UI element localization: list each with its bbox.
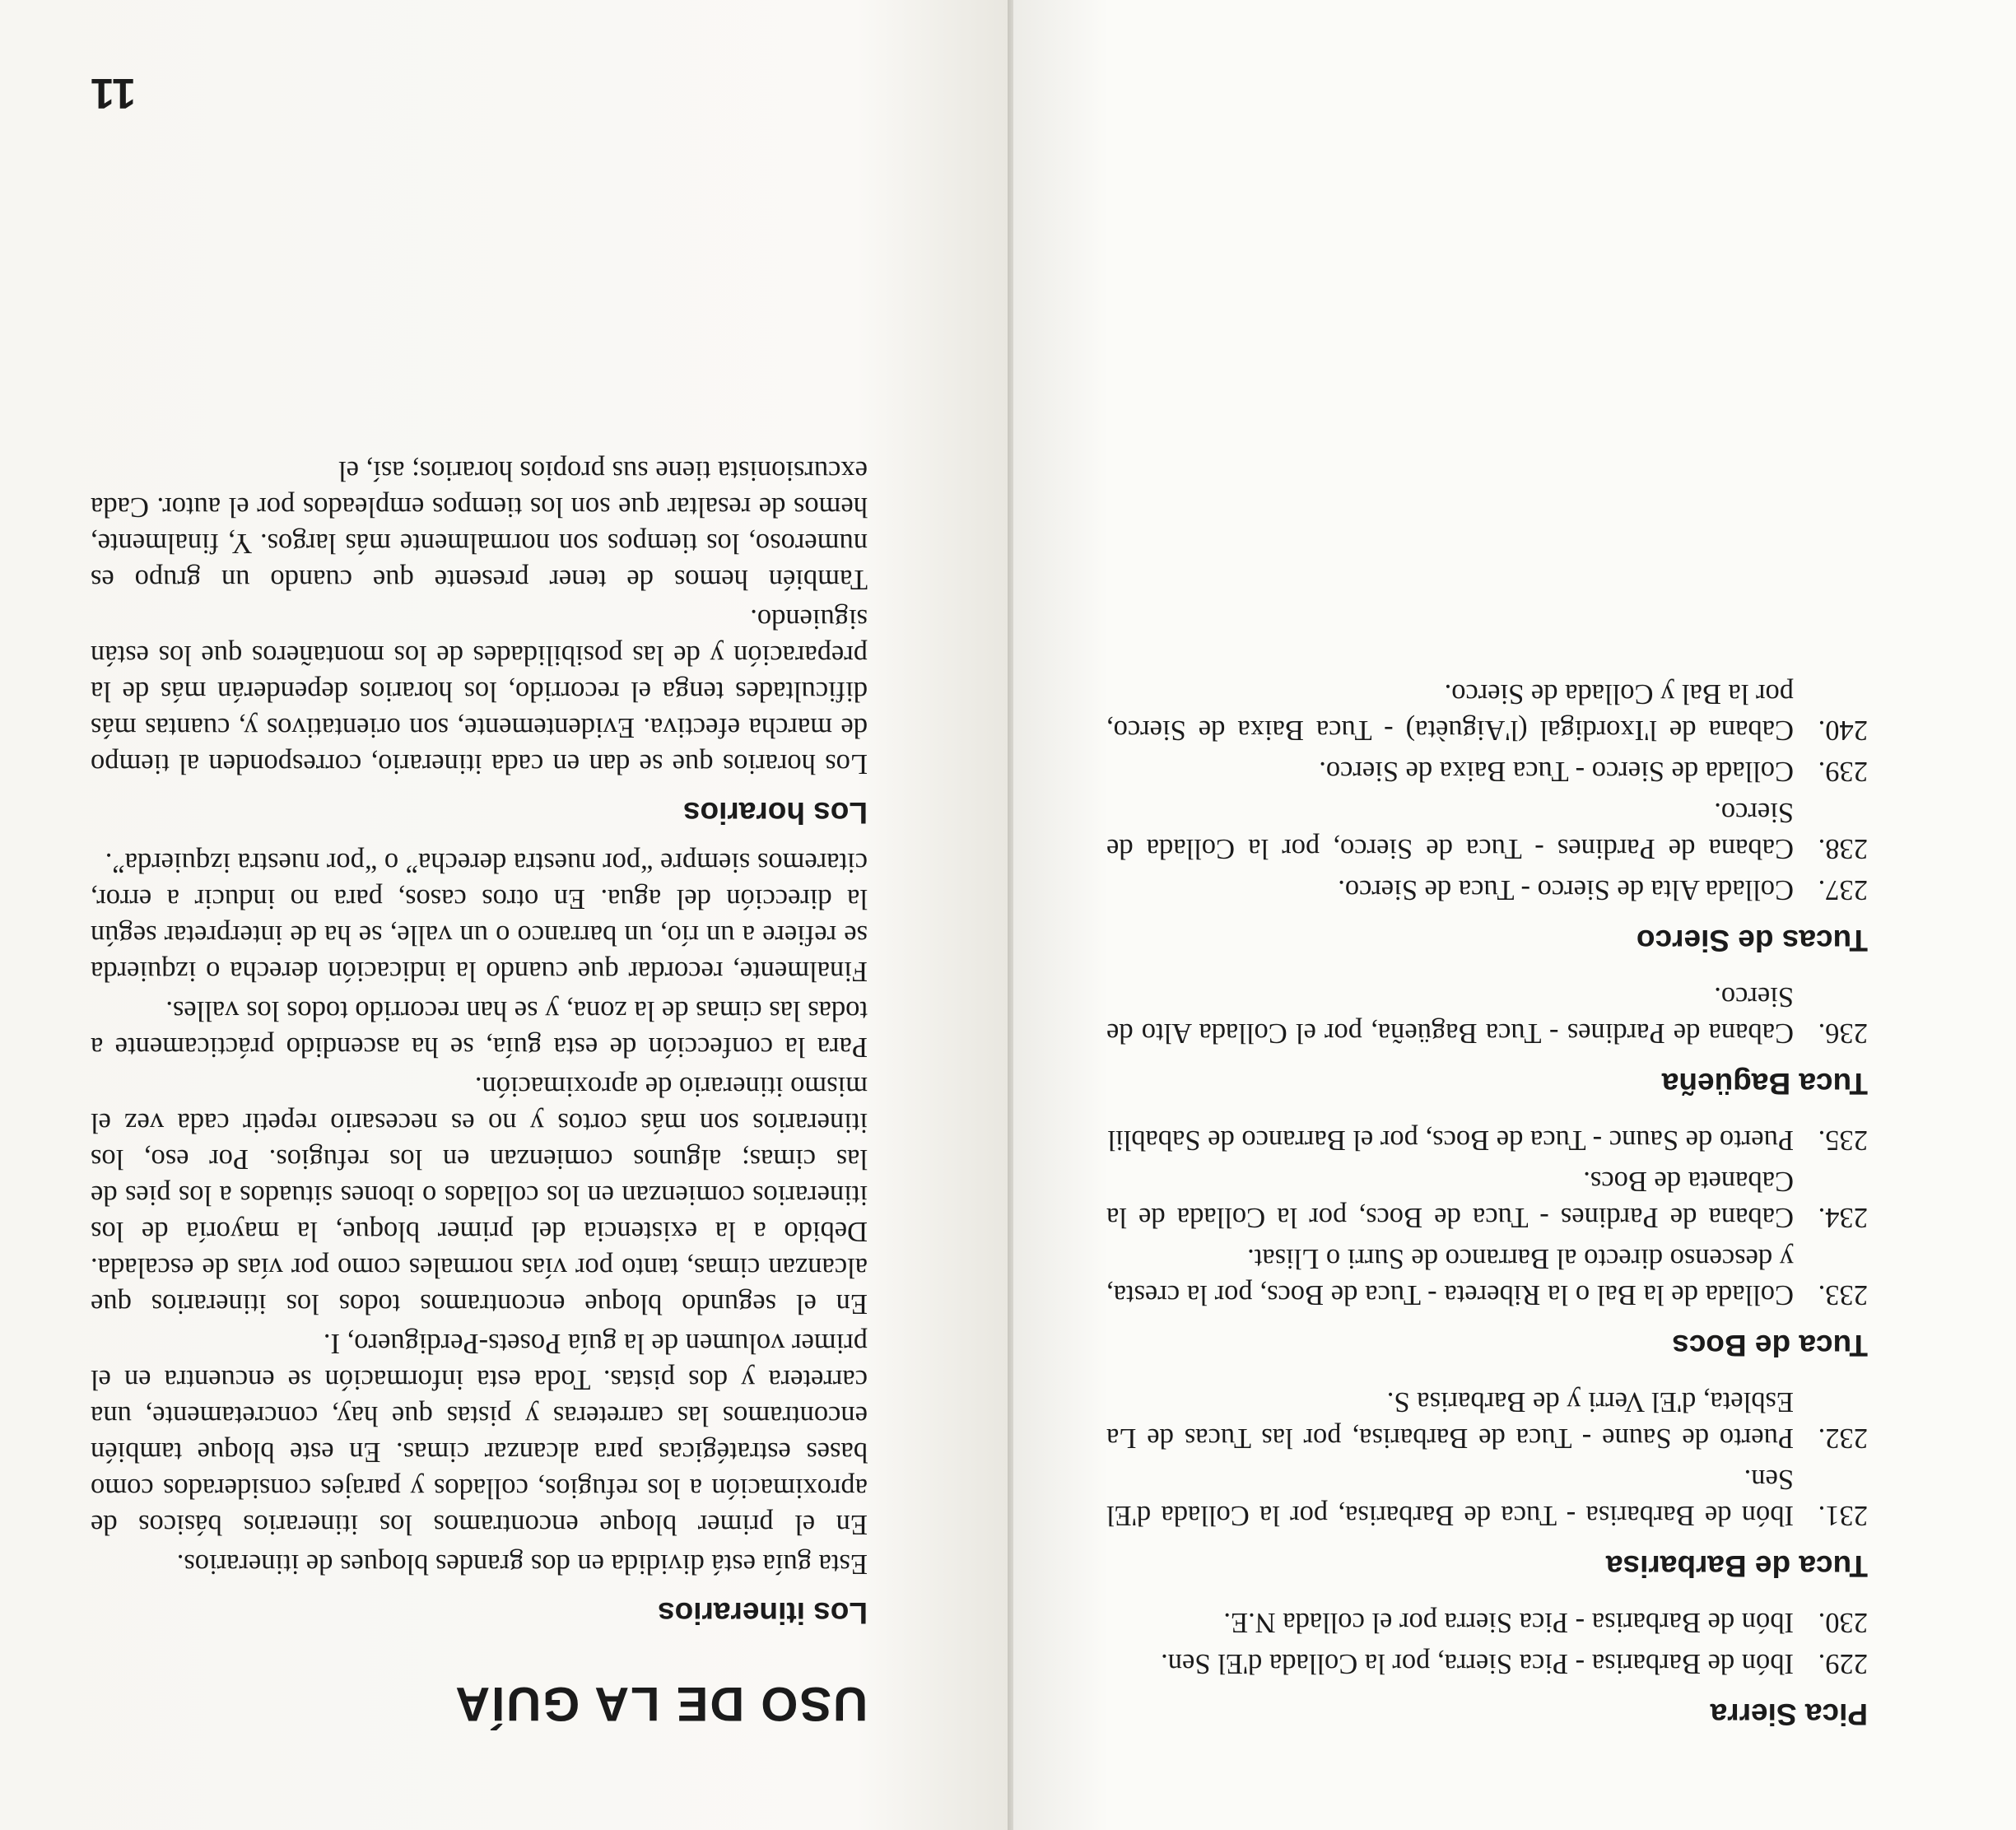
page-title: USO DE LA GUÍA bbox=[454, 1677, 868, 1730]
paragraph: Los horarios que se dan en cada itinerario, corresponden al tiempo de marcha efectiva. Evidentemente, son orientativos y, cuantas más dificultades tenga el recorrido, los horarios dependerán más de la preparación y de las posibilidades de los montañeros que los están siguiendo. bbox=[91, 603, 868, 780]
route-group-tuca-de-bocs bbox=[1106, 1122, 1868, 1362]
route-number: 238. bbox=[1818, 833, 1868, 864]
route-text: Ibón de Barbarisa - Pica Sierra por el collada N.E. bbox=[1223, 1607, 1794, 1638]
paragraph: Esta guía está dividida en dos grandes bloques de itinerarios. bbox=[176, 1548, 868, 1580]
route-entry bbox=[1106, 794, 1868, 867]
route-group-tuca-de-barbarisa bbox=[1106, 1384, 1868, 1583]
route-entry bbox=[1106, 753, 1868, 789]
paragraph: También hemos de tener presente que cuando un grupo es numeroso, los tiempos son normalmente más largos. Y, finalmente, hemos de resaltar que son los tiempos empleados por el autor. Cada excursionista tiene sus propios horarios; así, el bbox=[91, 455, 868, 595]
route-text: Puerto de Saune - Tuca de Barbarisa, por las Tucas de La Esbleta, d'El Verri y de Barbarisa S. bbox=[1106, 1386, 1794, 1454]
route-group-tucas-de-sierco bbox=[1106, 676, 1868, 957]
route-text: Cabana de Pardines - Tuca de Bocs, por la Collada de la Cabaneta de Bocs. bbox=[1106, 1166, 1794, 1233]
route-text: Collada de Sierco - Tuca Baixa de Sierco. bbox=[1319, 756, 1794, 787]
route-entry bbox=[1106, 676, 1868, 748]
route-entry bbox=[1106, 1461, 1868, 1534]
paragraph: En el primer bloque encontramos los itinerarios básicos de aproximación a los refugios, collados y parajes considerados como bases estratégicas para alcanzar cimas. En este bloque también encontramos las carreteras y pistas que hay, concretamente, una carretera y dos pistas. Toda esta información se encuentra en el primer volumen de la guía Posets-Perdiguero, I. bbox=[91, 1328, 868, 1540]
route-number: 240. bbox=[1818, 715, 1868, 746]
route-group-heading: Pica Sierra bbox=[1710, 1697, 1868, 1731]
route-entry bbox=[1106, 872, 1868, 908]
route-number: 237. bbox=[1818, 874, 1868, 906]
route-number: 230. bbox=[1818, 1607, 1868, 1638]
route-number: 231. bbox=[1818, 1500, 1868, 1531]
route-entry bbox=[1106, 1163, 1868, 1236]
route-text: Puerto de Saunc - Tuca de Bocs, por el Barranco de Sabablil bbox=[1107, 1125, 1794, 1156]
route-group-heading: Tucas de Sierco bbox=[1636, 924, 1868, 957]
section-heading-itinerarios: Los itinerarios bbox=[658, 1596, 868, 1630]
route-text: Ibón de Barbarisa - Tuca de Barbarisa, por la Collada d'El Sen. bbox=[1106, 1464, 1794, 1531]
route-text: Cabana de Pardines - Tuca de Sierco, por la Collada de Sierco. bbox=[1106, 797, 1794, 864]
paragraph: En el segundo bloque encontramos todos los itinerarios que alcanzan cimas, tanto por vías normales como por vías de escalada. Debido a la existencia del primer bloque, la mayoría de los itinerarios comienzan en los collados o ibones situados a los pies de las cimas; algunos comienzan en los refugios. Por eso, los itinerarios son más cortos y no es necesario repetir cada vez el mismo itinerario de aproximación. bbox=[91, 1071, 868, 1320]
route-number: 229. bbox=[1818, 1648, 1868, 1679]
page-number: 11 bbox=[91, 69, 136, 117]
route-text: Ibón de Barbarisa - Pica Sierra, por la Collada d'El Sen. bbox=[1161, 1648, 1794, 1679]
route-group-tuca-baguena bbox=[1106, 979, 1868, 1101]
route-entry bbox=[1106, 1241, 1868, 1313]
route-text: Collada de la Bal o la Ribereta - Tuca de Bocs, por la cresta, y descenso directo al Barranco de Surri o Llisat. bbox=[1106, 1243, 1794, 1311]
route-entry bbox=[1106, 979, 1868, 1051]
route-text: Cabana de Pardines - Tuca Bagüeña, por el Collada Alto de Sierco. bbox=[1106, 981, 1794, 1049]
section-heading-horarios: Los horarios bbox=[682, 796, 868, 830]
route-number: 239. bbox=[1818, 756, 1868, 787]
route-entry bbox=[1106, 1122, 1868, 1158]
paragraph: Finalmente, recordar que cuando la indicación derecha o izquierda se refiere a un río, un barranco o un valle, se ha de interpretar según la dirección del agua. En otros casos, para no inducir a error, citaremos siempre “por nuestra derecha” o “por nuestra izquierda”. bbox=[91, 847, 868, 987]
route-number: 234. bbox=[1818, 1202, 1868, 1233]
route-number: 236. bbox=[1818, 1017, 1868, 1049]
route-entry bbox=[1106, 1646, 1868, 1682]
route-text: Collada Alta de Sierco - Tuca de Sierco. bbox=[1338, 874, 1794, 906]
route-group-heading: Tuca de Barbarisa bbox=[1605, 1549, 1868, 1583]
route-number: 235. bbox=[1818, 1125, 1868, 1156]
paragraph: Para la confección de esta guía, se ha ascendido prácticamente a todas las cimas de la zona, y se han recorrido todos los valles. bbox=[91, 995, 868, 1063]
route-number: 232. bbox=[1818, 1423, 1868, 1454]
route-group-heading: Tuca Bagüeña bbox=[1661, 1067, 1868, 1101]
route-entry bbox=[1106, 1384, 1868, 1456]
route-number: 233. bbox=[1818, 1279, 1868, 1311]
route-text: Cabana de l'Ixordigal (l'Aiguèta) - Tuca Baixa de Sierco, por la Bal y Collada de Sierco. bbox=[1106, 678, 1794, 746]
route-entry bbox=[1106, 1604, 1868, 1641]
route-group-pica-sierra bbox=[1106, 1604, 1868, 1731]
index-page bbox=[1008, 0, 2016, 1830]
route-group-heading: Tuca de Bocs bbox=[1672, 1329, 1868, 1362]
